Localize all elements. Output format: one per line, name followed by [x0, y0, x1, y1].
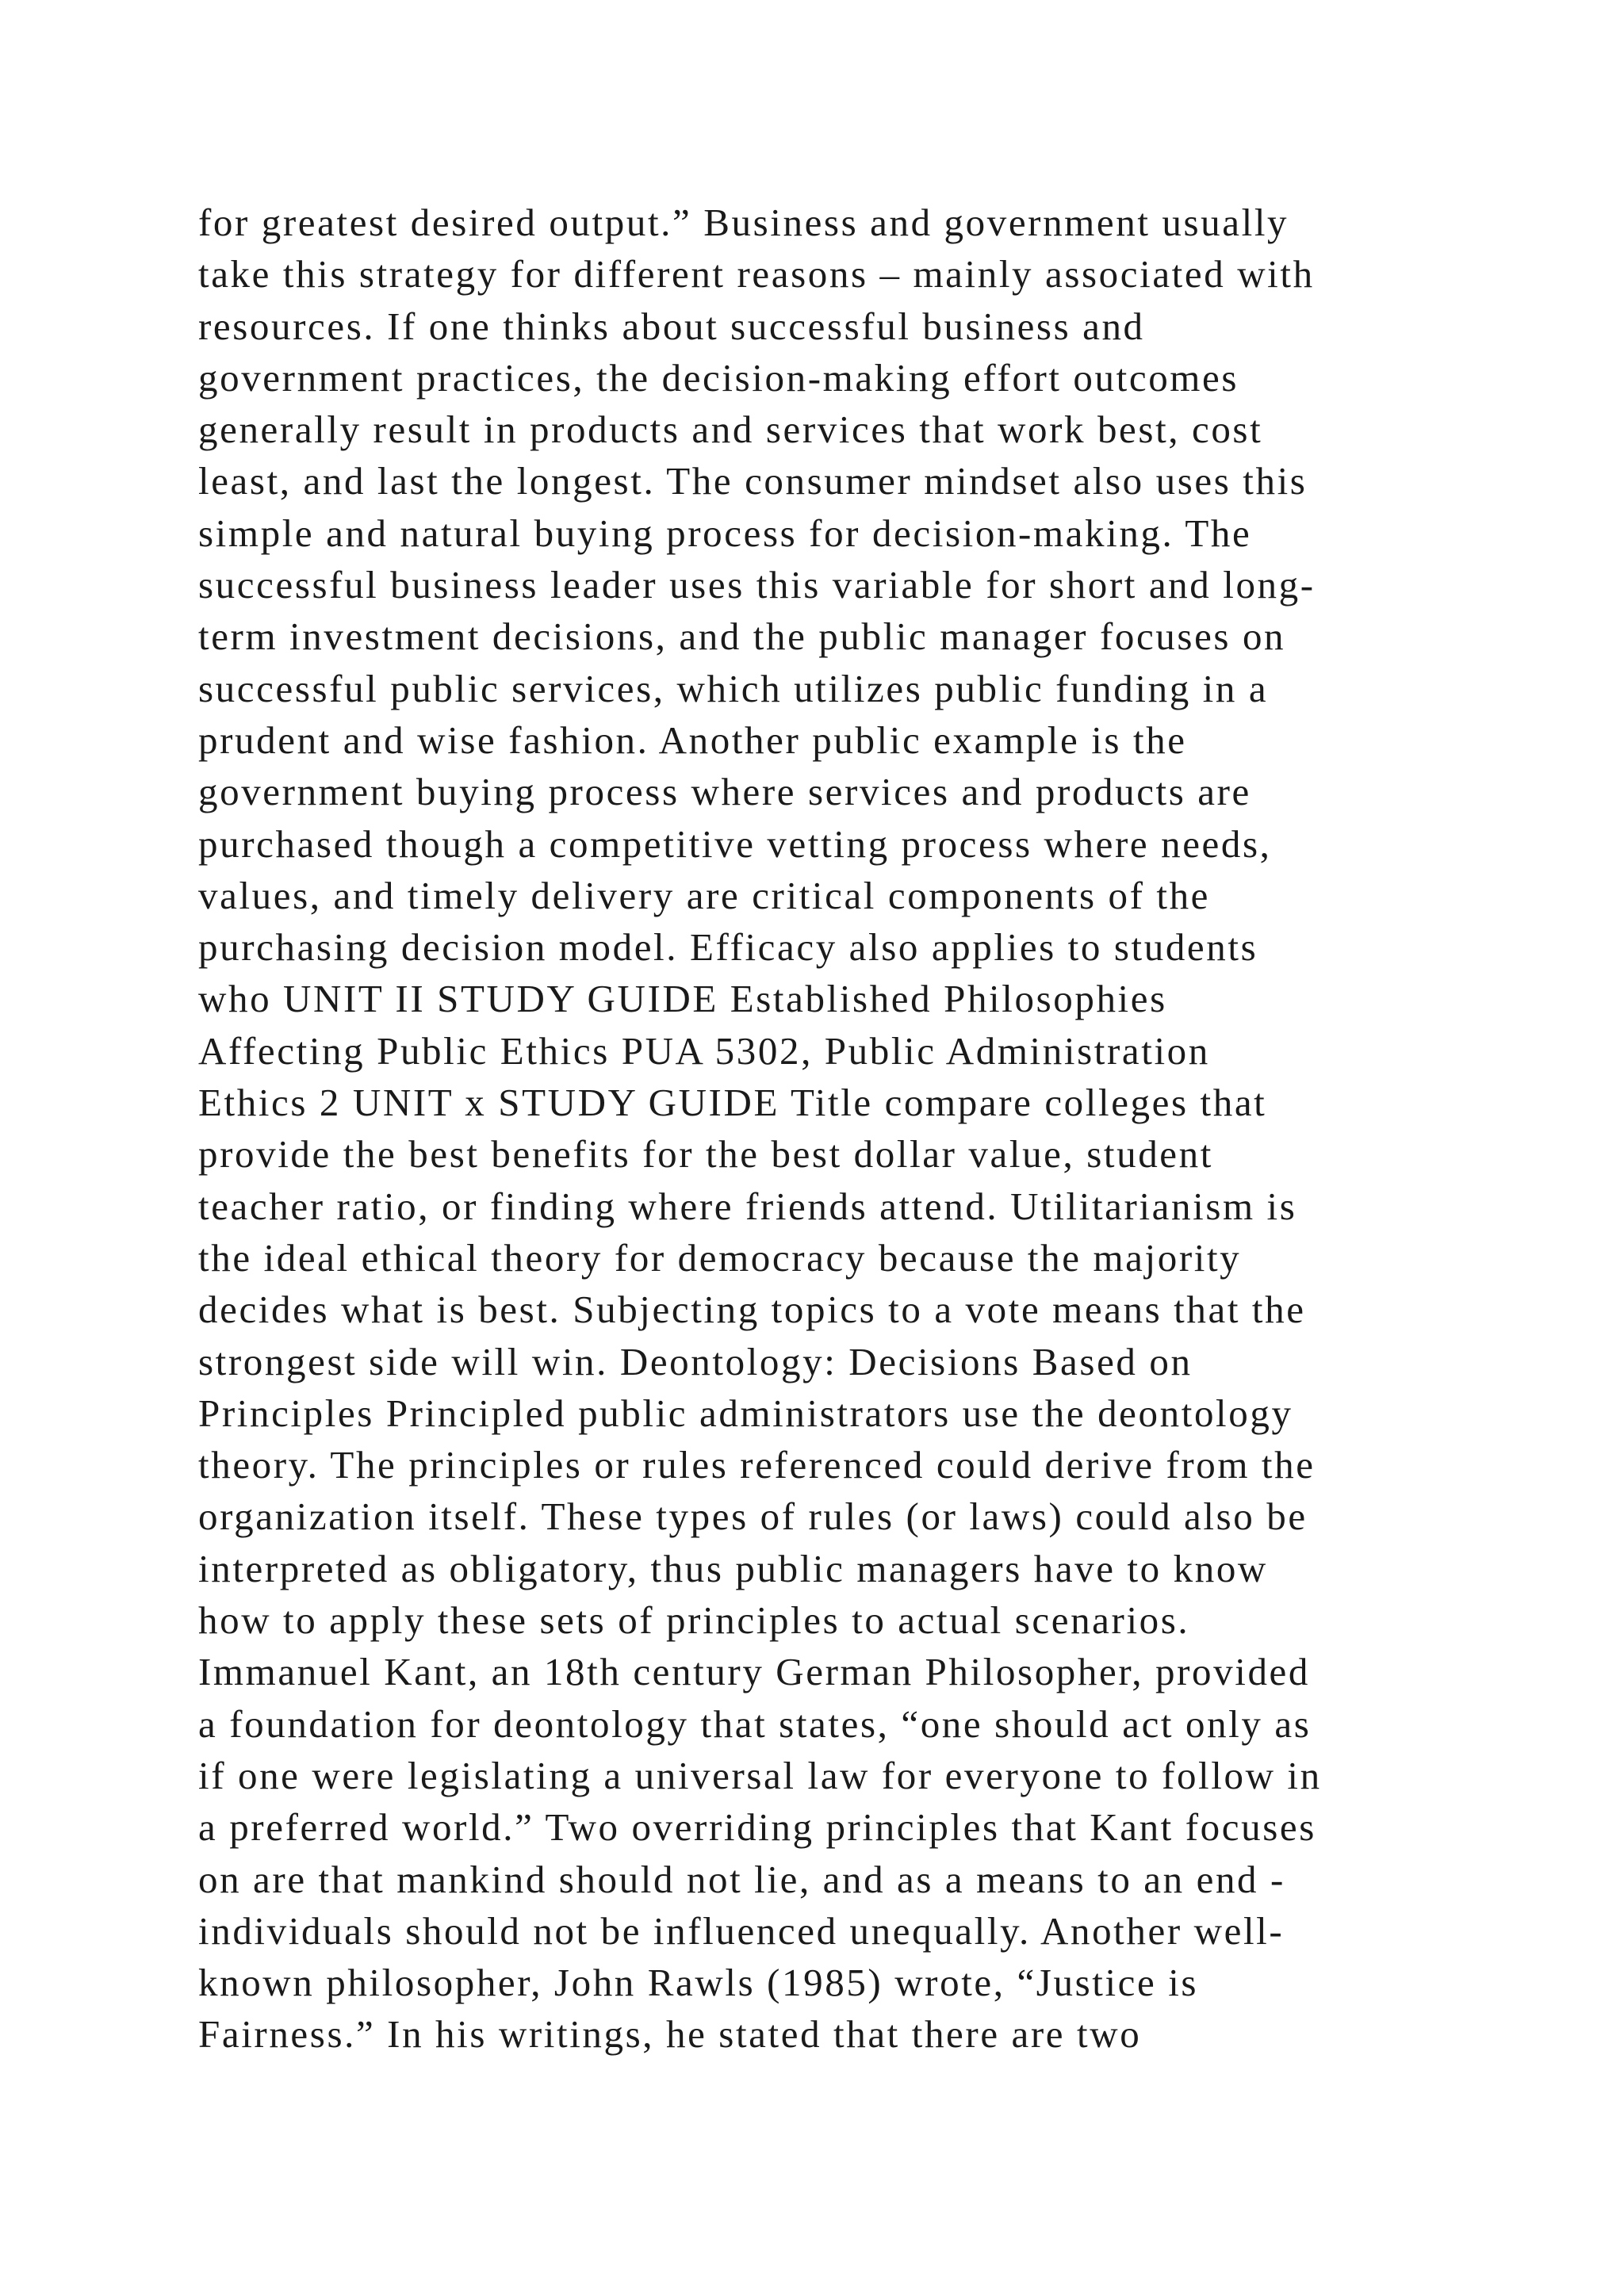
- text-line-13: purchased though a competitive vetting process where needs,: [198, 821, 1272, 866]
- text-line-23: strongest side will win. Deontology: Decisions Based on: [198, 1339, 1193, 1383]
- text-line-10: successful public services, which utilizes public funding in a: [198, 666, 1269, 710]
- text-line-11: prudent and wise fashion. Another public example is the: [198, 718, 1187, 762]
- text-line-17: Affecting Public Ethics PUA 5302, Public Administration: [198, 1028, 1210, 1073]
- text-line-30: a foundation for deontology that states, “one should act only as: [198, 1701, 1312, 1746]
- text-line-18: Ethics 2 UNIT x STUDY GUIDE Title compare colleges that: [198, 1081, 1267, 1125]
- text-line-33: on are that mankind should not lie, and as a means to an end -: [198, 1857, 1285, 1901]
- text-line-28: how to apply these sets of principles to actual scenarios.: [198, 1598, 1190, 1643]
- text-line-12: government buying process where services and products are: [198, 770, 1251, 814]
- text-line-4: government practices, the decision-making effort outcomes: [198, 355, 1239, 400]
- text-line-27: interpreted as obligatory, thus public managers have to know: [198, 1546, 1268, 1590]
- text-line-5: generally result in products and services that work best, cost: [198, 408, 1263, 452]
- text-line-22: decides what is best. Subjecting topics to a vote means that the: [198, 1288, 1306, 1332]
- text-line-7: simple and natural buying process for decision-making. The: [198, 511, 1252, 555]
- text-line-26: organization itself. These types of rules (or laws) could also be: [198, 1494, 1308, 1539]
- text-line-3: resources. If one thinks about successful business and: [198, 304, 1145, 348]
- text-line-16: who UNIT II STUDY GUIDE Established Philosophies: [198, 977, 1167, 1021]
- text-line-36: Fairness.” In his writings, he stated that there are two: [198, 2012, 1142, 2057]
- text-line-21: the ideal ethical theory for democracy because the majority: [198, 1235, 1242, 1280]
- text-line-8: successful business leader uses this variable for short and long-: [198, 563, 1316, 607]
- text-line-15: purchasing decision model. Efficacy also applies to students: [198, 925, 1258, 970]
- text-line-6: least, and last the longest. The consumer mindset also uses this: [198, 459, 1308, 503]
- text-line-24: Principles Principled public administrators use the deontology: [198, 1391, 1293, 1435]
- text-line-29: Immanuel Kant, an 18th century German Philosopher, provided: [198, 1650, 1310, 1694]
- text-line-9: term investment decisions, and the public manager focuses on: [198, 614, 1286, 659]
- text-line-32: a preferred world.” Two overriding principles that Kant focuses: [198, 1805, 1316, 1850]
- text-line-20: teacher ratio, or finding where friends attend. Utilitarianism is: [198, 1184, 1297, 1228]
- text-line-35: known philosopher, John Rawls (1985) wrote, “Justice is: [198, 1961, 1199, 2005]
- text-line-25: theory. The principles or rules referenced could derive from the: [198, 1443, 1316, 1487]
- text-line-14: values, and timely delivery are critical components of the: [198, 873, 1211, 917]
- text-line-34: individuals should not be influenced unequally. Another well-: [198, 1908, 1285, 1953]
- text-line-1: for greatest desired output.” Business and government usually: [198, 201, 1289, 244]
- text-line-31: if one were legislating a universal law for everyone to follow in: [198, 1753, 1322, 1797]
- text-line-2: take this strategy for different reasons – mainly associated with: [198, 252, 1315, 297]
- body-text: [198, 197, 1483, 2061]
- text-line-19: provide the best benefits for the best dollar value, student: [198, 1132, 1213, 1177]
